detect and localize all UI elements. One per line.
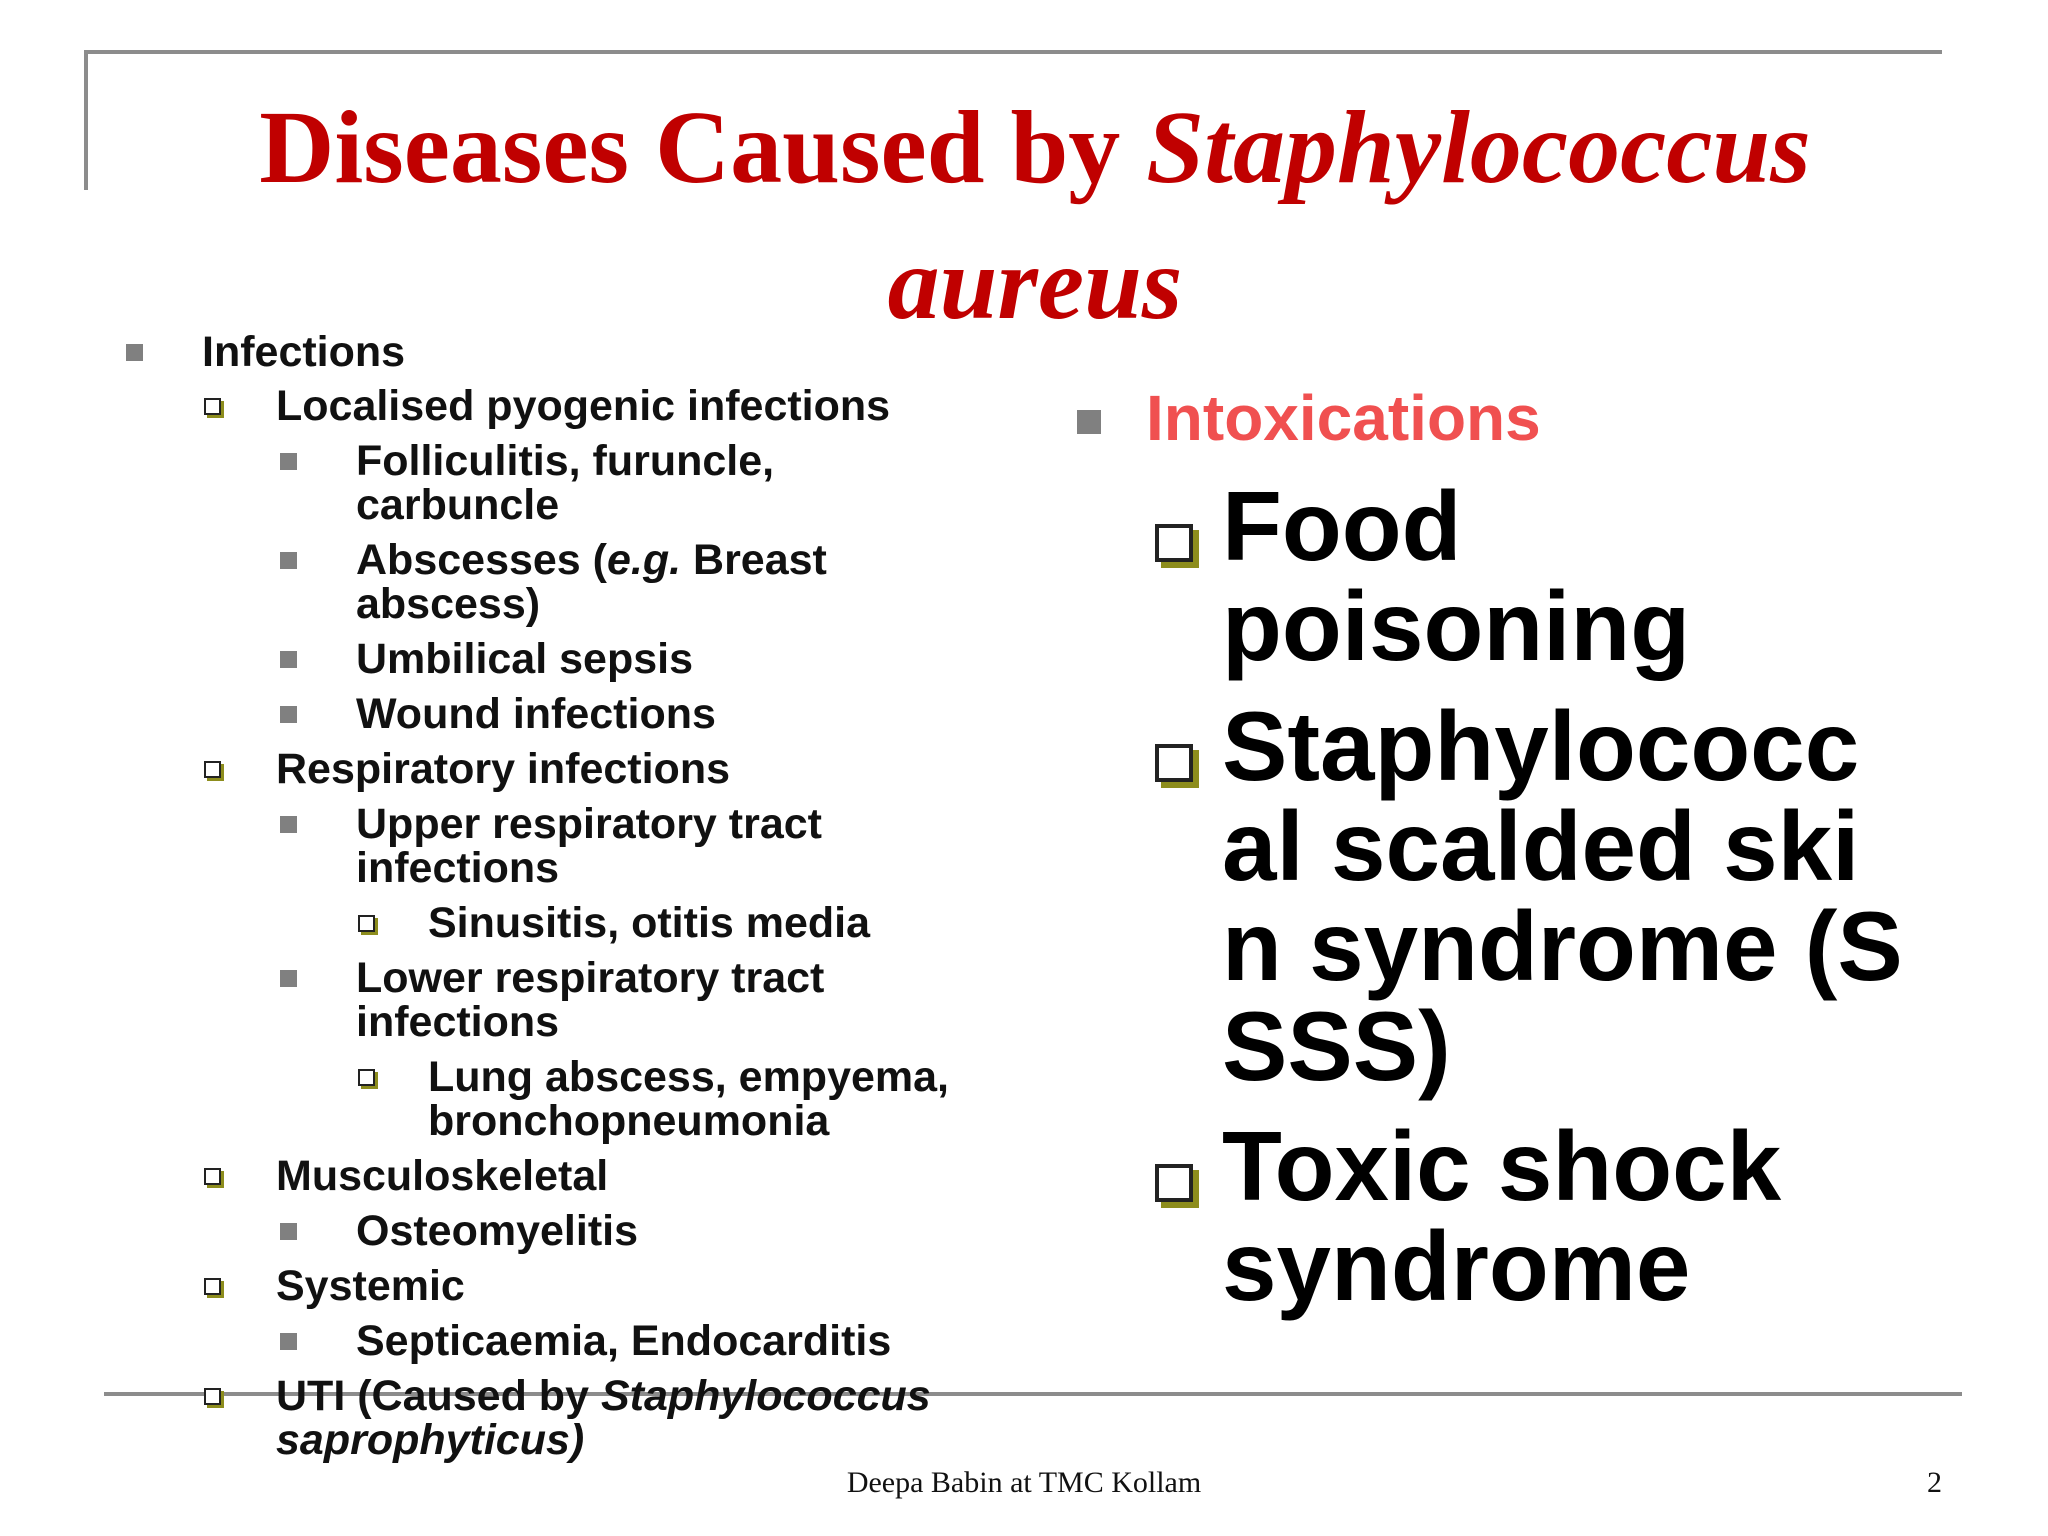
hollow-box-bullet-icon — [204, 398, 221, 415]
list-item — [120, 538, 1020, 626]
list-item-label: Septicaemia, Endocarditis — [356, 1317, 892, 1365]
slide-frame-left-rule — [84, 50, 88, 190]
list-item — [1070, 1111, 2010, 1321]
square-bullet-icon — [126, 344, 143, 361]
list-item-label: Localised pyogenic infections — [276, 382, 891, 430]
intoxication-item-label: Staphylococcal scalded skin syndrome (SSSS) — [1222, 691, 1903, 1101]
list-item — [120, 1055, 1020, 1143]
footer-author: Deepa Babin at TMC Kollam — [846, 1466, 1202, 1499]
intoxication-item-label: Toxic shock syndrome — [1222, 1111, 1782, 1321]
list-item-label: Upper respiratory tract infections — [356, 800, 822, 892]
abscesses-text-eg: e.g. — [607, 536, 682, 584]
hollow-box-bullet-icon — [358, 915, 375, 932]
square-bullet-icon — [280, 552, 297, 569]
infections-list — [120, 330, 1020, 1473]
title-plain: Diseases Caused by — [259, 90, 1147, 205]
list-item — [120, 1209, 1020, 1253]
list-item — [120, 1319, 1020, 1363]
list-item — [120, 692, 1020, 736]
list-item-label — [356, 538, 876, 626]
list-item — [120, 1154, 1020, 1198]
list-item-label — [276, 1374, 996, 1462]
list-item-label: Folliculitis, furuncle, carbuncle — [356, 437, 775, 529]
square-bullet-icon — [280, 1333, 297, 1350]
list-item — [1070, 691, 2010, 1101]
hollow-box-bullet-icon — [204, 761, 221, 778]
uti-text-a: UTI (Caused by — [276, 1372, 601, 1420]
list-item — [120, 1264, 1020, 1308]
hollow-box-bullet-icon — [204, 1278, 221, 1295]
square-bullet-icon — [280, 706, 297, 723]
list-item — [120, 384, 1020, 428]
list-item-label: Systemic — [276, 1262, 465, 1310]
hollow-box-bullet-icon — [204, 1168, 221, 1185]
intoxication-item-label: Food poisoning — [1222, 471, 1691, 681]
hollow-box-bullet-icon — [1155, 1164, 1193, 1202]
hollow-box-bullet-icon — [204, 1388, 221, 1405]
square-bullet-icon — [280, 651, 297, 668]
list-item — [120, 747, 1020, 791]
slide-frame-top-rule — [84, 50, 1942, 54]
list-item-label: Osteomyelitis — [356, 1207, 638, 1255]
list-item — [120, 901, 1020, 945]
intoxications-heading — [1070, 370, 2010, 466]
list-item — [120, 1374, 1020, 1462]
intoxications-panel — [1070, 370, 2010, 1336]
square-bullet-icon — [280, 1223, 297, 1240]
list-item — [120, 439, 1020, 527]
list-item-label: Respiratory infections — [276, 745, 730, 793]
uti-text-b: Staphylococcus saprophyticus) — [276, 1372, 931, 1464]
list-item-label: Lower respiratory tract infections — [356, 954, 825, 1046]
list-item — [120, 802, 1020, 890]
hollow-box-bullet-icon — [1155, 744, 1193, 782]
hollow-box-bullet-icon — [358, 1069, 375, 1086]
list-item-label: Wound infections — [356, 690, 716, 738]
list-item-label: Umbilical sepsis — [356, 635, 693, 683]
title-italic: Staphylococcus aureus — [887, 90, 1811, 341]
list-item — [120, 637, 1020, 681]
list-item — [120, 956, 1020, 1044]
square-bullet-icon — [1077, 410, 1101, 434]
list-item — [120, 330, 1020, 374]
square-bullet-icon — [280, 816, 297, 833]
list-item-label: Sinusitis, otitis media — [428, 899, 871, 947]
abscesses-text-a: Abscesses ( — [356, 536, 607, 584]
list-item — [1070, 471, 2010, 681]
list-item-label: Lung abscess, empyema, bronchopneumonia — [428, 1053, 949, 1145]
square-bullet-icon — [280, 453, 297, 470]
list-item-label: Musculoskeletal — [276, 1152, 609, 1200]
slide-title — [100, 80, 1970, 352]
square-bullet-icon — [280, 970, 297, 987]
list-item-label: Infections — [202, 328, 406, 376]
hollow-box-bullet-icon — [1155, 524, 1193, 562]
page-number: 2 — [1927, 1466, 1942, 1499]
abscesses-text-b: Breast abscess) — [356, 536, 827, 628]
intoxications-label: Intoxications — [1146, 382, 1541, 454]
